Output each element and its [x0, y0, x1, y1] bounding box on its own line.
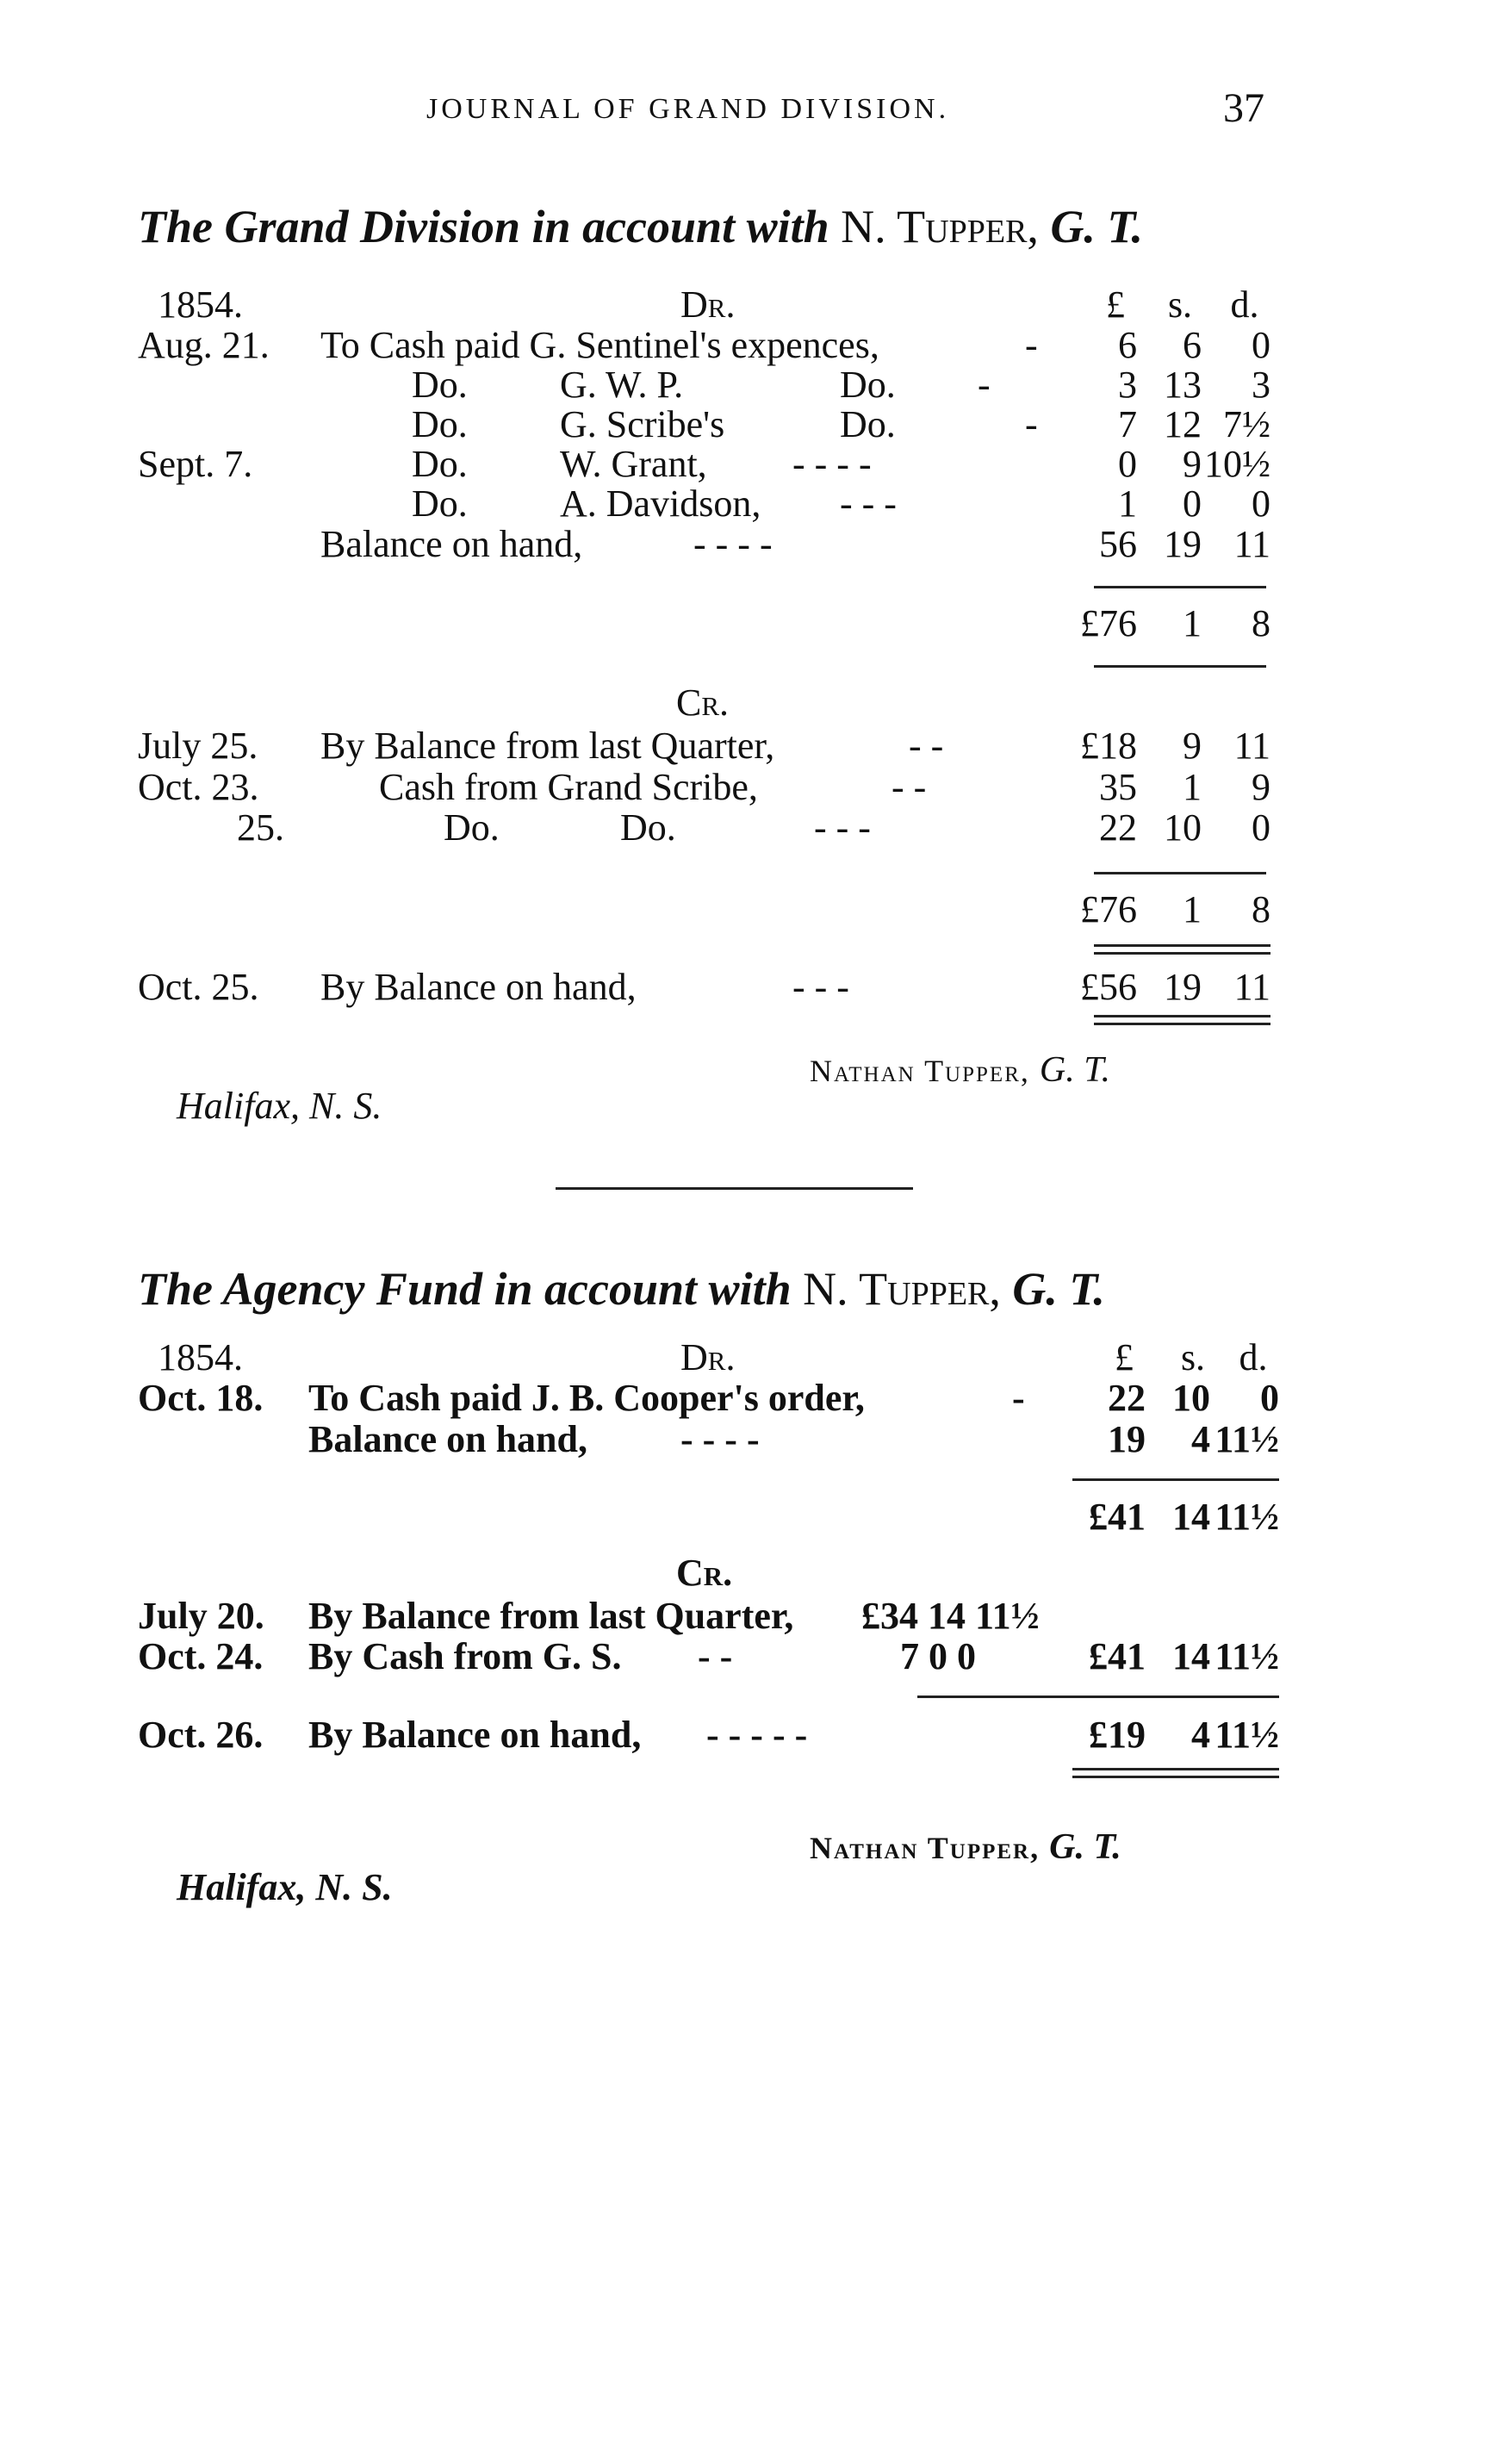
ledger-ditto: Do.: [412, 403, 468, 445]
ledger-leaders: - - - - -: [706, 1714, 808, 1756]
ledger-leaders: -: [978, 364, 991, 406]
ledger-description: By Balance from last Quarter,: [320, 725, 775, 767]
ledger-total-pence: 8: [1252, 602, 1270, 644]
ledger-pence: 11½: [1215, 1635, 1279, 1677]
signature-title: G. T.: [1039, 1050, 1110, 1090]
section2-title-suffix: G. T.: [1012, 1263, 1105, 1315]
ledger-total-pence: 11½: [1215, 1496, 1279, 1538]
ledger-pounds: 7: [1118, 403, 1137, 445]
ledger-description: By Cash from G. S.: [308, 1635, 622, 1677]
ledger-pence: 11½: [1215, 1714, 1279, 1756]
ledger-pence: 11: [1233, 966, 1270, 1008]
ledger-pounds: 35: [1099, 766, 1137, 808]
section2-shilling-header: s.: [1180, 1336, 1206, 1378]
ledger-date: Oct. 25.: [138, 966, 259, 1008]
ledger-date: 25.: [237, 806, 284, 849]
ledger-pounds: 3: [1118, 364, 1137, 406]
ledger-shillings: 10: [1172, 1377, 1210, 1419]
ledger-description: G. W. P.: [560, 364, 684, 406]
ledger-leaders: -: [1025, 324, 1038, 366]
ledger-description: A. Davidson,: [560, 482, 761, 525]
section2-dr-label: Dr.: [680, 1336, 736, 1378]
ledger-ditto: Do.: [840, 403, 896, 445]
ledger-date: Oct. 23.: [138, 766, 259, 808]
ledger-ditto: Do.: [412, 482, 468, 525]
ledger-description: G. Scribe's: [560, 403, 725, 445]
ledger-total-shillings: 1: [1183, 888, 1202, 930]
ledger-total-pounds: £76: [1080, 888, 1137, 930]
ledger-total-pence: 8: [1252, 888, 1270, 930]
ledger-pence: 7½: [1223, 403, 1270, 445]
ledger-shillings: 6: [1183, 324, 1202, 366]
section1-cr-label: Cr.: [676, 681, 730, 724]
ledger-pence: 9: [1252, 766, 1270, 808]
section2-title-italic: The Agency Fund in account with: [138, 1263, 792, 1315]
total-double-rule: [1072, 1768, 1279, 1778]
ledger-date: July 25.: [138, 725, 258, 767]
section1-pence-header: d.: [1230, 283, 1259, 326]
ledger-shillings: 14: [1172, 1635, 1210, 1677]
section1-title-italic: The Grand Division in account with: [138, 201, 829, 252]
ledger-total-shillings: 14: [1172, 1496, 1210, 1538]
section2-pence-header: d.: [1239, 1336, 1268, 1378]
section1-year: 1854.: [158, 283, 243, 326]
ledger-date: Oct. 24.: [138, 1635, 264, 1677]
ledger-description: By Balance on hand,: [320, 966, 637, 1008]
ledger-shillings: 4: [1191, 1714, 1210, 1756]
ledger-leaders: - - -: [814, 806, 871, 849]
ledger-pence: 11½: [1215, 1418, 1279, 1460]
ledger-description: Balance on hand,: [308, 1418, 587, 1460]
signature-title: G. T.: [1049, 1827, 1121, 1867]
ledger-leaders: - -: [891, 766, 927, 808]
ledger-leaders: - -: [909, 725, 944, 767]
ledger-shillings: 10: [1164, 806, 1202, 849]
ledger-leaders: - - -: [840, 482, 897, 525]
ledger-description: By Balance on hand,: [308, 1714, 642, 1756]
section2-year: 1854.: [158, 1336, 243, 1378]
ledger-pence: 0: [1260, 1377, 1279, 1419]
ledger-shillings: 9: [1183, 443, 1202, 485]
ledger-pence: 11: [1233, 725, 1270, 767]
ledger-shillings: 1: [1183, 766, 1202, 808]
ledger-inner-amount: 7 0 0: [900, 1635, 976, 1677]
section1-title-name: N. Tupper,: [841, 201, 1039, 252]
sum-rule: [917, 1696, 1279, 1698]
sum-rule: [1072, 1478, 1279, 1481]
section2-pound-header: £: [1115, 1336, 1134, 1378]
ledger-pence: 0: [1252, 482, 1270, 525]
page-number: 37: [1223, 85, 1264, 131]
ledger-ditto: Do.: [620, 806, 676, 849]
signature: [810, 1049, 1110, 1091]
signature-name: Nathan Tupper,: [810, 1831, 1041, 1865]
sum-rule: [1094, 586, 1266, 588]
ledger-leaders: - - - -: [693, 523, 773, 565]
section1-title-suffix: G. T.: [1050, 201, 1143, 252]
ledger-pence: 0: [1252, 806, 1270, 849]
ledger-ditto: Do.: [840, 364, 896, 406]
ledger-leaders: - - - -: [792, 443, 872, 485]
ledger-shillings: 4: [1191, 1418, 1210, 1460]
ledger-total-pounds: £41: [1089, 1496, 1146, 1538]
ledger-leaders: -: [1025, 403, 1038, 445]
ledger-pence: 10½: [1204, 443, 1270, 485]
ledger-total-shillings: 1: [1183, 602, 1202, 644]
section2-title: [138, 1262, 1105, 1316]
ledger-pounds: £56: [1080, 966, 1137, 1008]
ledger-ditto: Do.: [412, 364, 468, 406]
ledger-shillings: 0: [1183, 482, 1202, 525]
ledger-description: Cash from Grand Scribe,: [379, 766, 758, 808]
signature: [810, 1826, 1121, 1868]
ledger-leaders: - -: [698, 1635, 733, 1677]
total-double-rule: [1094, 1015, 1270, 1025]
ledger-pounds: £41: [1089, 1635, 1146, 1677]
section1-pound-header: £: [1106, 283, 1125, 326]
section2-title-name: N. Tupper,: [803, 1263, 1001, 1315]
ledger-date: Sept. 7.: [138, 443, 253, 485]
section1-shilling-header: s.: [1167, 283, 1193, 326]
section1-dr-label: Dr.: [680, 283, 736, 326]
ledger-description: To Cash paid J. B. Cooper's order,: [308, 1377, 865, 1419]
ledger-description: To Cash paid G. Sentinel's expences,: [320, 324, 879, 366]
ledger-pounds: 6: [1118, 324, 1137, 366]
ledger-shillings: 9: [1183, 725, 1202, 767]
ledger-leaders: -: [1012, 1377, 1025, 1419]
ledger-pence: 0: [1252, 324, 1270, 366]
ledger-shillings: 13: [1164, 364, 1202, 406]
ledger-pence: 3: [1252, 364, 1270, 406]
ledger-total-pounds: £76: [1080, 602, 1137, 644]
ledger-pence: 11: [1233, 523, 1270, 565]
total-double-rule: [1094, 944, 1270, 955]
ledger-shillings: 19: [1164, 966, 1202, 1008]
ledger-pounds: 0: [1118, 443, 1137, 485]
ledger-inner-amount: £34 14 11½: [861, 1595, 1040, 1637]
ledger-pounds: £18: [1080, 725, 1137, 767]
section-divider: [556, 1187, 913, 1190]
ledger-ditto: Do.: [444, 806, 500, 849]
ledger-date: Oct. 18.: [138, 1377, 264, 1419]
total-rule: [1094, 665, 1266, 668]
ledger-description: Balance on hand,: [320, 523, 583, 565]
place: Halifax, N. S.: [177, 1866, 393, 1908]
section1-title: [138, 200, 1143, 253]
ledger-leaders: - - - -: [680, 1418, 760, 1460]
ledger-pounds: £19: [1089, 1714, 1146, 1756]
sum-rule: [1094, 872, 1266, 874]
ledger-pounds: 19: [1108, 1418, 1146, 1460]
ledger-shillings: 12: [1164, 403, 1202, 445]
ledger-description: By Balance from last Quarter,: [308, 1595, 794, 1637]
place: Halifax, N. S.: [177, 1085, 382, 1127]
ledger-ditto: Do.: [412, 443, 468, 485]
ledger-pounds: 22: [1108, 1377, 1146, 1419]
ledger-date: Aug. 21.: [138, 324, 270, 366]
ledger-date: Oct. 26.: [138, 1714, 264, 1756]
running-title: JOURNAL OF GRAND DIVISION.: [426, 93, 950, 125]
ledger-pounds: 1: [1118, 482, 1137, 525]
ledger-pounds: 22: [1099, 806, 1137, 849]
signature-name: Nathan Tupper,: [810, 1054, 1030, 1088]
ledger-date: July 20.: [138, 1595, 264, 1637]
ledger-shillings: 19: [1164, 523, 1202, 565]
ledger-description: W. Grant,: [560, 443, 707, 485]
ledger-leaders: - - -: [792, 966, 849, 1008]
section2-cr-label: Cr.: [676, 1552, 733, 1594]
ledger-pounds: 56: [1099, 523, 1137, 565]
